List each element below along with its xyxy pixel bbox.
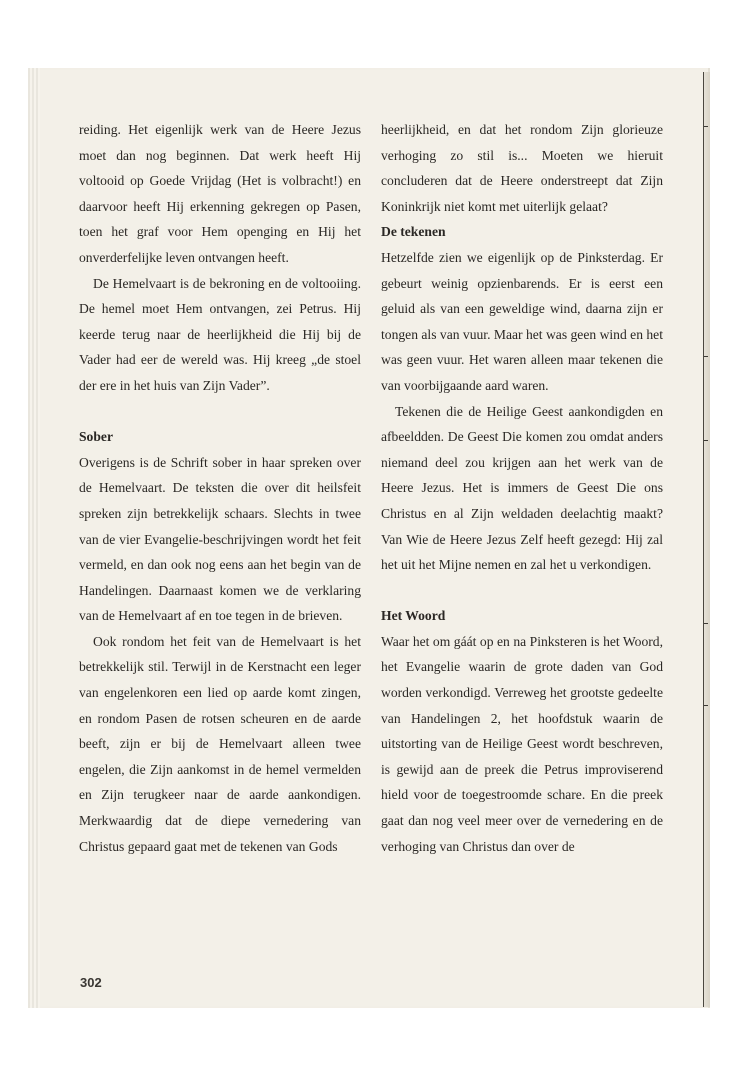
paragraph: Hetzelfde zien we eigenlijk op de Pinksterdag. Er gebeurt weinig opzienbarends. Er is eerst een geluid als van een geweldige wind, daarna zijn er tongen als van vuur. Maar het was geen wind en het was geen vuur. Het waren alleen maar tekenen die van voorbijgaande aard waren.: [381, 249, 663, 393]
paragraph: De Hemelvaart is de bekroning en de voltooiing. De hemel moet Hem ontvangen, zei Petrus. Hij keerde terug naar de heerlijkheid die Hij bij de Vader had eer de wereld was. Hij kreeg „de stoel der ere in het huis van Zijn Vader”.: [79, 275, 361, 393]
paragraph: Ook rondom het feit van de Hemelvaart is het betrekkelijk stil. Terwijl in de Kerstnacht een leger van engelenkoren een lied op aarde komt zingen, en rondom Pasen de rotsen scheuren en de aarde beeft, zijn er bij de Hemelvaart alleen twee engelen, die Zijn aankomst in de hemel vermelden en Zijn terugkeer naar de aarde aankondigen. Merkwaardig dat de diepe vernedering van Christus gepaard gaat met de tekenen van Gods: [79, 633, 361, 854]
edge-mark: [704, 126, 708, 127]
facing-page-edge: [703, 72, 710, 1007]
paragraph: heerlijkheid, en dat het rondom Zijn glorieuze verhoging zo stil is... Moeten we hieruit concluderen dat de Heere onderstreept dat Zijn Koninkrijk niet komt met uiterlijk gelaat?: [381, 122, 663, 214]
edge-mark: [704, 623, 708, 624]
section-heading-tekenen: De tekenen: [381, 224, 446, 240]
section-heading-sober: Sober: [79, 429, 113, 445]
paragraph: Tekenen die de Heilige Geest aankondigden en afbeeldden. De Geest Die komen zou omdat anders niemand deel zou krijgen aan het werk van de Heere Jezus. Het is immers de Geest Die ons Christus en al Zijn weldaden deelachtig maakt? Van Wie de Heere Jezus Zelf heeft gezegd: Hij zal het uit het Mijne nemen en zal het u verkondigen.: [381, 403, 663, 573]
edge-mark: [704, 705, 708, 706]
paragraph: Overigens is de Schrift sober in haar spreken over de Hemelvaart. De teksten die over dit heilsfeit spreken zijn betrekkelijk schaars. Slechts in twee van de vier Evangelie-beschrijvingen wordt het feit vermeld, en dan ook nog eens aan het begin van de Handelingen. Daarnaast komen we de verklaring van de Hemelvaart af en toe tegen in de brieven.: [79, 454, 361, 624]
left-column: [79, 117, 361, 859]
section-heading-woord: Het Woord: [381, 608, 446, 624]
edge-mark: [704, 440, 708, 441]
edge-mark: [704, 356, 708, 357]
right-column: [381, 117, 663, 859]
paragraph: reiding. Het eigenlijk werk van de Heere Jezus moet dan nog beginnen. Dat werk heeft Hij voltooid op Goede Vrijdag (Het is volbracht!) en daarvoor heeft Hij erkenning gekregen op Pasen, toen het graf voor Hem openging en Hij het onverderfelijke leven ontvangen heeft.: [79, 122, 361, 265]
page-number: 302: [80, 975, 102, 990]
page-stack-edge: [28, 68, 40, 1008]
paragraph: Waar het om gáát op en na Pinksteren is het Woord, het Evangelie waarin de grote daden van God worden verkondigd. Verreweg het grootste gedeelte van Handelingen 2, het hoofdstuk waarin de uitstorting van de Heilige Geest wordt beschreven, is gewijd aan de preek die Petrus improviserend hield voor de toegestroomde schare. En die preek gaat dan nog veel meer over de vernedering en de verhoging van Christus dan over de: [381, 633, 663, 854]
